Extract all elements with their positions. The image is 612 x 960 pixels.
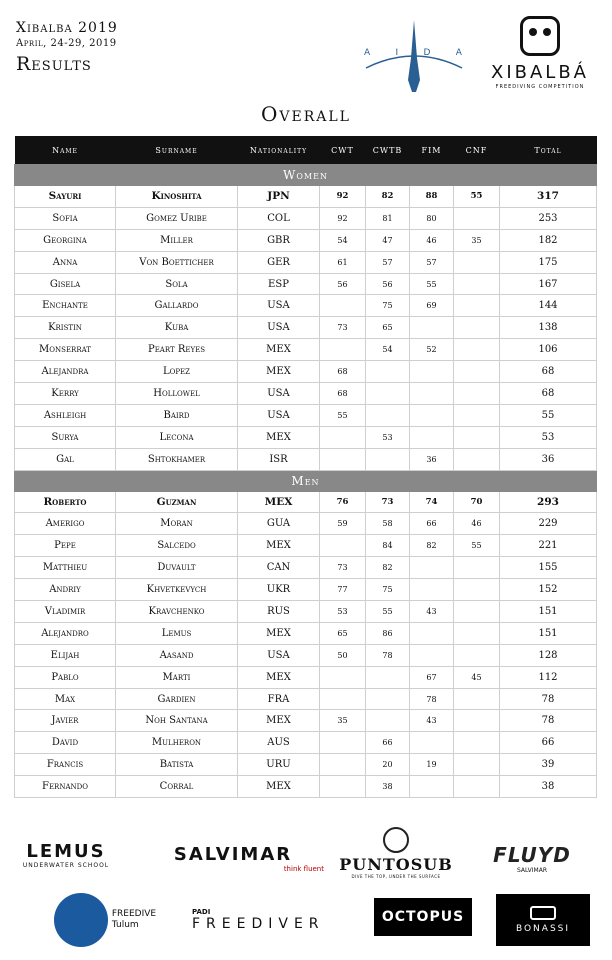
table-cell-fim xyxy=(410,361,454,383)
table-cell-fim: 57 xyxy=(410,251,454,273)
table-row xyxy=(15,207,597,229)
table-cell-fim xyxy=(410,732,454,754)
table-cell-total: 53 xyxy=(500,426,597,448)
table-cell-fim xyxy=(410,644,454,666)
padi-logo-text: PADI xyxy=(192,908,211,916)
table-cell-fim: 19 xyxy=(410,754,454,776)
table-cell-name: Matthieu xyxy=(15,557,116,579)
table-cell-cnf xyxy=(454,557,500,579)
table-cell-cwtb: 54 xyxy=(366,339,410,361)
table-cell-name: Alejandra xyxy=(15,361,116,383)
table-cell-fim: 78 xyxy=(410,688,454,710)
table-row xyxy=(15,579,597,601)
table-cell-surname: Lemus xyxy=(116,622,238,644)
table-cell-surname: Corral xyxy=(116,776,238,798)
table-cell-name: Javier xyxy=(15,710,116,732)
table-cell-cnf: 35 xyxy=(454,229,500,251)
table-cell-cwt: 73 xyxy=(320,557,366,579)
table-row xyxy=(15,186,597,208)
table-row xyxy=(15,448,597,470)
table-cell-nat: MEX xyxy=(238,361,320,383)
fluyd-logo-text: FLUYD xyxy=(493,842,571,867)
table-cell-cnf xyxy=(454,361,500,383)
table-cell-surname: Gallardo xyxy=(116,295,238,317)
aida-letter: I xyxy=(395,48,401,58)
table-cell-surname: Baird xyxy=(116,404,238,426)
table-cell-cwtb: 55 xyxy=(366,601,410,623)
table-cell-cnf xyxy=(454,601,500,623)
table-cell-cwtb xyxy=(366,688,410,710)
table-cell-total: 155 xyxy=(500,557,597,579)
table-cell-cwtb: 57 xyxy=(366,251,410,273)
column-header: CNF xyxy=(454,136,500,165)
table-cell-cwt: 73 xyxy=(320,317,366,339)
table-cell-surname: Noh Santana xyxy=(116,710,238,732)
table-cell-cwtb xyxy=(366,361,410,383)
table-cell-cwtb: 75 xyxy=(366,579,410,601)
table-row xyxy=(15,513,597,535)
table-cell-name: Fernando xyxy=(15,776,116,798)
table-cell-cnf xyxy=(454,579,500,601)
table-cell-total: 68 xyxy=(500,361,597,383)
table-cell-cwtb xyxy=(366,404,410,426)
section-label: Women xyxy=(15,165,597,186)
results-heading: Results xyxy=(16,53,92,75)
table-cell-cwtb: 53 xyxy=(366,426,410,448)
table-cell-fim xyxy=(410,557,454,579)
table-cell-fim: 66 xyxy=(410,513,454,535)
table-cell-nat: GER xyxy=(238,251,320,273)
table-row xyxy=(15,229,597,251)
table-cell-fim: 43 xyxy=(410,601,454,623)
lemus-logo xyxy=(20,832,112,878)
table-cell-cnf: 46 xyxy=(454,513,500,535)
table-cell-surname: Guzman xyxy=(116,491,238,513)
octopus-logo xyxy=(374,898,472,936)
fluyd-logo-subtitle: SALVIMAR xyxy=(516,866,548,874)
table-cell-total: 317 xyxy=(500,186,597,208)
xibalba-logo xyxy=(480,16,600,96)
table-cell-cwt: 50 xyxy=(320,644,366,666)
puntosub-logo-text: PUNTOSUB xyxy=(339,855,453,874)
table-row xyxy=(15,776,597,798)
table-cell-cnf xyxy=(454,776,500,798)
table-cell-total: 221 xyxy=(500,535,597,557)
table-row xyxy=(15,535,597,557)
table-cell-nat: MEX xyxy=(238,426,320,448)
table-cell-cwtb xyxy=(366,448,410,470)
table-cell-cwtb: 84 xyxy=(366,535,410,557)
table-cell-name: Enchante xyxy=(15,295,116,317)
table-cell-name: Pepe xyxy=(15,535,116,557)
table-cell-total: 78 xyxy=(500,710,597,732)
table-cell-total: 66 xyxy=(500,732,597,754)
freediver-logo-text: FREEDIVER xyxy=(192,916,325,932)
table-cell-name: Georgina xyxy=(15,229,116,251)
table-cell-cnf xyxy=(454,295,500,317)
table-cell-cwtb: 47 xyxy=(366,229,410,251)
table-cell-cwtb xyxy=(366,710,410,732)
table-cell-total: 151 xyxy=(500,622,597,644)
table-cell-cwt xyxy=(320,339,366,361)
table-cell-cwtb: 82 xyxy=(366,186,410,208)
table-cell-total: 138 xyxy=(500,317,597,339)
table-cell-nat: USA xyxy=(238,383,320,405)
table-cell-fim: 69 xyxy=(410,295,454,317)
table-cell-cwt xyxy=(320,666,366,688)
table-cell-surname: Peart Reyes xyxy=(116,339,238,361)
table-cell-nat: MEX xyxy=(238,666,320,688)
table-row xyxy=(15,688,597,710)
table-cell-nat: MEX xyxy=(238,535,320,557)
table-cell-cwtb: 38 xyxy=(366,776,410,798)
table-cell-surname: Batista xyxy=(116,754,238,776)
table-cell-fim xyxy=(410,579,454,601)
table-cell-name: Kristin xyxy=(15,317,116,339)
column-header: Surname xyxy=(116,136,238,165)
table-cell-fim: 67 xyxy=(410,666,454,688)
table-cell-fim xyxy=(410,317,454,339)
table-cell-cnf xyxy=(454,383,500,405)
table-cell-cwt xyxy=(320,448,366,470)
salvimar-logo xyxy=(142,842,324,874)
table-cell-surname: Moran xyxy=(116,513,238,535)
table-cell-total: 128 xyxy=(500,644,597,666)
table-row xyxy=(15,601,597,623)
table-cell-fim: 46 xyxy=(410,229,454,251)
table-cell-name: Vladimir xyxy=(15,601,116,623)
table-row xyxy=(15,251,597,273)
table-cell-cwt: 68 xyxy=(320,361,366,383)
table-cell-surname: Shtokhamer xyxy=(116,448,238,470)
table-cell-total: 39 xyxy=(500,754,597,776)
table-cell-surname: Lopez xyxy=(116,361,238,383)
table-cell-fim xyxy=(410,776,454,798)
table-cell-cwtb: 65 xyxy=(366,317,410,339)
table-cell-cwtb: 66 xyxy=(366,732,410,754)
table-cell-cwtb: 20 xyxy=(366,754,410,776)
table-row xyxy=(15,710,597,732)
table-cell-cnf xyxy=(454,688,500,710)
table-cell-cnf xyxy=(454,448,500,470)
table-cell-total: 78 xyxy=(500,688,597,710)
table-cell-cwt: 61 xyxy=(320,251,366,273)
table-cell-name: Gisela xyxy=(15,273,116,295)
table-cell-surname: Miller xyxy=(116,229,238,251)
xibalba-logo-subtitle: FREEDIVING COMPETITION xyxy=(495,84,585,90)
table-cell-fim: 43 xyxy=(410,710,454,732)
table-cell-surname: Von Boetticher xyxy=(116,251,238,273)
table-cell-name: Sofia xyxy=(15,207,116,229)
fluyd-logo xyxy=(464,838,600,878)
table-cell-surname: Duvault xyxy=(116,557,238,579)
table-cell-total: 151 xyxy=(500,601,597,623)
table-cell-fim: 82 xyxy=(410,535,454,557)
table-cell-surname: Khvetkevych xyxy=(116,579,238,601)
table-row xyxy=(15,295,597,317)
table-cell-surname: Sola xyxy=(116,273,238,295)
table-cell-name: Anna xyxy=(15,251,116,273)
table-cell-nat: ESP xyxy=(238,273,320,295)
section-row xyxy=(15,470,597,491)
table-cell-name: Alejandro xyxy=(15,622,116,644)
table-cell-cnf xyxy=(454,622,500,644)
table-cell-cnf xyxy=(454,317,500,339)
table-row xyxy=(15,644,597,666)
xibalba-logo-text: XIBALBÁ xyxy=(491,62,589,83)
table-cell-cwt: 68 xyxy=(320,383,366,405)
table-cell-cwt: 76 xyxy=(320,491,366,513)
salvimar-logo-tagline: think fluent xyxy=(283,864,324,873)
results-table xyxy=(14,136,597,798)
table-cell-surname: Gardien xyxy=(116,688,238,710)
table-cell-nat: JPN xyxy=(238,186,320,208)
puntosub-logo-tagline: DIVE THE TOP, UNDER THE SURFACE xyxy=(351,874,441,879)
puntosub-emblem-icon xyxy=(383,827,409,853)
table-cell-cnf xyxy=(454,339,500,361)
column-header: Total xyxy=(500,136,597,165)
table-cell-nat: USA xyxy=(238,404,320,426)
table-cell-total: 152 xyxy=(500,579,597,601)
table-row xyxy=(15,491,597,513)
table-cell-fim: 36 xyxy=(410,448,454,470)
table-cell-total: 182 xyxy=(500,229,597,251)
table-cell-total: 112 xyxy=(500,666,597,688)
table-cell-nat: CAN xyxy=(238,557,320,579)
table-cell-fim xyxy=(410,426,454,448)
results-body xyxy=(15,165,597,798)
table-row xyxy=(15,426,597,448)
table-cell-cnf: 70 xyxy=(454,491,500,513)
table-cell-cwt: 65 xyxy=(320,622,366,644)
table-cell-cwtb: 81 xyxy=(366,207,410,229)
event-header xyxy=(16,20,118,75)
table-row xyxy=(15,622,597,644)
column-header: Name xyxy=(15,136,116,165)
table-cell-name: Sayuri xyxy=(15,186,116,208)
table-cell-surname: Salcedo xyxy=(116,535,238,557)
table-cell-surname: Marti xyxy=(116,666,238,688)
freedive-tulum-logo xyxy=(50,892,160,948)
table-cell-surname: Gomez Uribe xyxy=(116,207,238,229)
table-cell-fim: 80 xyxy=(410,207,454,229)
table-cell-cwt: 53 xyxy=(320,601,366,623)
table-header xyxy=(15,136,597,165)
table-cell-cnf xyxy=(454,710,500,732)
puntosub-logo xyxy=(340,826,452,880)
table-cell-fim: 52 xyxy=(410,339,454,361)
table-cell-cnf: 55 xyxy=(454,186,500,208)
table-cell-name: Francis xyxy=(15,754,116,776)
table-row xyxy=(15,361,597,383)
table-cell-nat: UKR xyxy=(238,579,320,601)
maya-glyph-icon xyxy=(520,16,560,56)
table-cell-cwt: 56 xyxy=(320,273,366,295)
freediver-silhouette-icon xyxy=(54,893,108,947)
section-row xyxy=(15,165,597,186)
table-cell-nat: GBR xyxy=(238,229,320,251)
section-label: Men xyxy=(15,470,597,491)
table-cell-cwtb xyxy=(366,383,410,405)
table-cell-nat: MEX xyxy=(238,339,320,361)
table-cell-surname: Kinoshita xyxy=(116,186,238,208)
table-cell-nat: URU xyxy=(238,754,320,776)
table-cell-name: Monserrat xyxy=(15,339,116,361)
table-cell-name: Ashleigh xyxy=(15,404,116,426)
table-row xyxy=(15,754,597,776)
table-row xyxy=(15,557,597,579)
table-cell-cwt xyxy=(320,776,366,798)
table-cell-nat: AUS xyxy=(238,732,320,754)
table-row xyxy=(15,666,597,688)
table-cell-nat: USA xyxy=(238,317,320,339)
table-cell-name: Gal xyxy=(15,448,116,470)
table-cell-fim: 55 xyxy=(410,273,454,295)
table-cell-name: Kerry xyxy=(15,383,116,405)
aida-letter: D xyxy=(423,48,433,58)
column-header: FIM xyxy=(410,136,454,165)
table-cell-nat: GUA xyxy=(238,513,320,535)
table-cell-name: David xyxy=(15,732,116,754)
column-header: CWT xyxy=(320,136,366,165)
table-cell-cwtb: 75 xyxy=(366,295,410,317)
table-cell-name: Max xyxy=(15,688,116,710)
table-cell-name: Surya xyxy=(15,426,116,448)
column-header: Nationality xyxy=(238,136,320,165)
aida-letter: A xyxy=(455,48,464,58)
table-cell-name: Andriy xyxy=(15,579,116,601)
table-cell-name: Pablo xyxy=(15,666,116,688)
table-cell-cwtb: 58 xyxy=(366,513,410,535)
freedive-logo-text: FREEDIVE xyxy=(111,909,157,920)
table-cell-nat: USA xyxy=(238,644,320,666)
table-cell-surname: Kuba xyxy=(116,317,238,339)
table-cell-surname: Kravchenko xyxy=(116,601,238,623)
table-cell-total: 229 xyxy=(500,513,597,535)
table-row xyxy=(15,317,597,339)
table-row xyxy=(15,383,597,405)
aida-letter: A xyxy=(364,48,373,58)
table-cell-fim: 74 xyxy=(410,491,454,513)
table-cell-surname: Mulheron xyxy=(116,732,238,754)
table-cell-cwtb: 86 xyxy=(366,622,410,644)
octopus-logo-text: OCTOPUS xyxy=(381,909,465,925)
column-header: CWTB xyxy=(366,136,410,165)
bonassi-logo xyxy=(496,894,590,946)
table-cell-surname: Aasand xyxy=(116,644,238,666)
table-cell-nat: ISR xyxy=(238,448,320,470)
table-cell-cwt: 92 xyxy=(320,207,366,229)
table-cell-cwtb: 73 xyxy=(366,491,410,513)
table-cell-total: 144 xyxy=(500,295,597,317)
table-cell-total: 253 xyxy=(500,207,597,229)
table-row xyxy=(15,339,597,361)
table-cell-cwt xyxy=(320,688,366,710)
table-cell-total: 38 xyxy=(500,776,597,798)
table-cell-nat: MEX xyxy=(238,622,320,644)
table-cell-cwt: 54 xyxy=(320,229,366,251)
table-cell-nat: FRA xyxy=(238,688,320,710)
table-cell-nat: MEX xyxy=(238,776,320,798)
table-cell-cnf xyxy=(454,273,500,295)
table-cell-total: 68 xyxy=(500,383,597,405)
table-cell-nat: USA xyxy=(238,295,320,317)
table-cell-cwtb xyxy=(366,666,410,688)
table-cell-name: Roberto xyxy=(15,491,116,513)
table-cell-fim xyxy=(410,404,454,426)
aida-logo xyxy=(364,18,464,94)
table-cell-cnf: 55 xyxy=(454,535,500,557)
table-cell-cwtb: 56 xyxy=(366,273,410,295)
table-cell-total: 175 xyxy=(500,251,597,273)
table-cell-total: 55 xyxy=(500,404,597,426)
event-title: Xibalba 2019 xyxy=(16,20,118,36)
bonassi-logo-text: BONASSI xyxy=(515,924,571,934)
table-cell-surname: Hollowel xyxy=(116,383,238,405)
table-cell-cnf: 45 xyxy=(454,666,500,688)
table-cell-total: 293 xyxy=(500,491,597,513)
table-cell-cwt: 77 xyxy=(320,579,366,601)
table-cell-cwt xyxy=(320,732,366,754)
table-row xyxy=(15,404,597,426)
table-cell-fim: 88 xyxy=(410,186,454,208)
table-cell-total: 167 xyxy=(500,273,597,295)
lemus-logo-subtitle: UNDERWATER SCHOOL xyxy=(22,862,110,869)
lemus-logo-text: LEMUS xyxy=(26,841,106,862)
table-cell-cwt xyxy=(320,426,366,448)
table-cell-name: Amerigo xyxy=(15,513,116,535)
table-cell-name: Elijah xyxy=(15,644,116,666)
padi-freediver-logo xyxy=(192,900,348,940)
table-cell-nat: MEX xyxy=(238,710,320,732)
table-cell-total: 36 xyxy=(500,448,597,470)
table-cell-cwt: 59 xyxy=(320,513,366,535)
table-row xyxy=(15,732,597,754)
table-cell-cwtb: 78 xyxy=(366,644,410,666)
table-cell-fim xyxy=(410,622,454,644)
bonassi-mark-icon xyxy=(530,906,556,920)
table-cell-fim xyxy=(410,383,454,405)
table-cell-cnf xyxy=(454,732,500,754)
salvimar-logo-text: SALVIMAR xyxy=(173,843,293,865)
table-cell-cnf xyxy=(454,251,500,273)
table-cell-cnf xyxy=(454,426,500,448)
table-cell-total: 106 xyxy=(500,339,597,361)
table-cell-cwtb: 82 xyxy=(366,557,410,579)
table-cell-nat: RUS xyxy=(238,601,320,623)
table-cell-cwt xyxy=(320,295,366,317)
page-title: Overall xyxy=(261,102,351,126)
table-cell-cwt: 35 xyxy=(320,710,366,732)
table-cell-cwt xyxy=(320,535,366,557)
table-cell-cwt xyxy=(320,754,366,776)
table-cell-nat: MEX xyxy=(238,491,320,513)
table-cell-cwt: 55 xyxy=(320,404,366,426)
table-cell-cnf xyxy=(454,644,500,666)
table-cell-cwt: 92 xyxy=(320,186,366,208)
event-dates: April, 24-29, 2019 xyxy=(16,38,117,49)
table-row xyxy=(15,273,597,295)
table-cell-cnf xyxy=(454,754,500,776)
freedive-logo-subtitle: Tulum xyxy=(111,920,139,930)
table-cell-nat: COL xyxy=(238,207,320,229)
table-cell-cnf xyxy=(454,404,500,426)
table-cell-surname: Lecona xyxy=(116,426,238,448)
table-cell-cnf xyxy=(454,207,500,229)
sponsor-strip xyxy=(0,820,612,960)
